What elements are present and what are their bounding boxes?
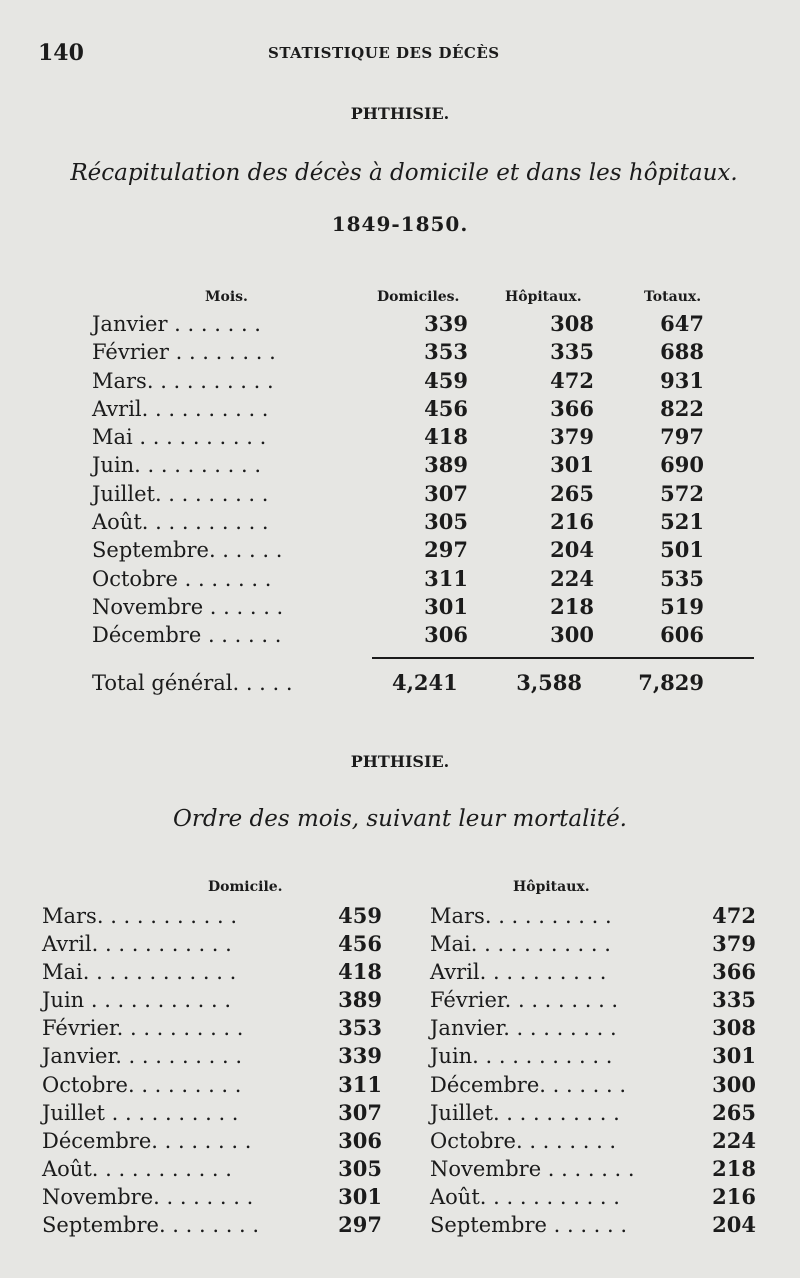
death-count: 306 [338, 1127, 382, 1153]
totaux-value: 688 [660, 339, 704, 365]
death-count: 366 [712, 959, 756, 985]
list-item [430, 1183, 756, 1211]
section1-heading: PHTHISIE. [350, 104, 450, 123]
running-title: STATISTIQUE DES DÉCÈS [268, 44, 500, 62]
domiciles-value: 297 [424, 537, 468, 563]
month-label: Février. . . . . . . . . [430, 988, 619, 1013]
domiciles-value: 459 [424, 367, 468, 393]
totaux-value: 647 [660, 311, 704, 336]
month-label: Mai. . . . . . . . . . . . [42, 960, 237, 985]
order-domicile-list [42, 902, 382, 1239]
month-label: Septembre. . . . . . . . [42, 1213, 260, 1238]
month-label: Mars. . . . . . . . . . [430, 904, 612, 928]
domiciles-value: 305 [424, 509, 468, 535]
month-label: Juillet . . . . . . . . . . [42, 1100, 239, 1125]
month-label: Août. . . . . . . . . . . [42, 1156, 232, 1181]
list-item [42, 1155, 382, 1183]
month-label: Octobre . . . . . . . [92, 566, 272, 591]
domiciles-value: 353 [424, 339, 468, 365]
totaux-value: 606 [660, 622, 704, 648]
domiciles-value: 306 [424, 622, 468, 648]
table-row [92, 367, 712, 395]
month-label: Avril. . . . . . . . . . [92, 396, 269, 421]
month-label: Avril. . . . . . . . . . . [42, 932, 232, 957]
totaux-value: 535 [660, 565, 704, 591]
month-label: Septembre . . . . . . [430, 1213, 628, 1238]
month-label: Octobre. . . . . . . . . [42, 1072, 242, 1097]
list-item [430, 1099, 756, 1127]
table-row [92, 395, 712, 423]
section1-subtitle: Récapitulation des décès à domicile et dans les hôpitaux. [70, 160, 738, 186]
month-label: Septembre. . . . . . [92, 538, 283, 563]
hopitaux-value: 308 [550, 311, 594, 336]
list-item [430, 1127, 756, 1155]
total-domiciles: 4,241 [392, 670, 458, 695]
month-label: Août. . . . . . . . . . [92, 510, 269, 535]
list-item [430, 930, 756, 958]
month-label: Octobre. . . . . . . . [430, 1128, 617, 1153]
death-count: 353 [338, 1015, 382, 1041]
table-row [92, 310, 712, 338]
death-count: 335 [712, 987, 756, 1013]
domiciles-value: 311 [424, 565, 468, 591]
section2-heading: PHTHISIE. [350, 752, 450, 771]
domiciles-value: 301 [424, 593, 468, 619]
month-label: Mai . . . . . . . . . . [92, 425, 267, 450]
table-row [92, 451, 712, 479]
death-count: 301 [338, 1183, 382, 1209]
month-label: Mai. . . . . . . . . . . [430, 932, 611, 957]
death-count: 204 [712, 1212, 756, 1238]
death-count: 418 [338, 959, 382, 985]
list-item [430, 1014, 756, 1042]
section1-years: 1849-1850. [331, 212, 469, 236]
death-count: 305 [338, 1155, 382, 1181]
month-label: Janvier. . . . . . . . . . [42, 1044, 243, 1069]
column-header-hopitaux: Hôpitaux. [505, 289, 582, 305]
death-count: 459 [338, 903, 382, 928]
month-label: Août. . . . . . . . . . . [430, 1184, 620, 1209]
column-header-mois: Mois. [205, 289, 248, 305]
hopitaux-value: 472 [550, 367, 594, 393]
order-hopitaux-list [430, 902, 756, 1239]
month-label: Décembre. . . . . . . . [42, 1128, 252, 1153]
totaux-value: 797 [660, 424, 704, 450]
column-header-domiciles: Domiciles. [377, 289, 460, 305]
list-item [430, 958, 756, 986]
totaux-value: 519 [660, 593, 704, 619]
total-totaux: 7,829 [638, 670, 704, 695]
death-count: 472 [712, 903, 756, 928]
totaux-value: 931 [660, 367, 704, 393]
month-label: Février . . . . . . . . [92, 340, 276, 365]
month-label: Juin . . . . . . . . . . . [42, 988, 232, 1013]
list-item [42, 902, 382, 930]
hopitaux-value: 379 [550, 424, 594, 450]
death-count: 311 [338, 1071, 382, 1097]
table-row [92, 480, 712, 508]
hopitaux-header: Hôpitaux. [513, 879, 590, 895]
death-count: 379 [712, 931, 756, 957]
list-item [42, 1071, 382, 1099]
month-label: Juin. . . . . . . . . . [92, 453, 262, 478]
totaux-value: 521 [660, 509, 704, 535]
list-item [42, 1014, 382, 1042]
table-row [92, 565, 712, 593]
totaux-value: 501 [660, 537, 704, 563]
month-label: Janvier. . . . . . . . . [430, 1016, 617, 1041]
month-label: Novembre . . . . . . . [430, 1156, 635, 1181]
death-count: 339 [338, 1043, 382, 1069]
death-count: 307 [338, 1099, 382, 1125]
list-item [42, 958, 382, 986]
list-item [42, 1183, 382, 1211]
domiciles-value: 307 [424, 480, 468, 506]
table-row [92, 536, 712, 564]
table-row [92, 593, 712, 621]
hopitaux-value: 265 [550, 480, 594, 506]
totaux-value: 572 [660, 480, 704, 506]
table-row [92, 621, 712, 649]
death-count: 265 [712, 1099, 756, 1125]
total-label: Total général. . . . . [92, 671, 293, 695]
month-label: Février. . . . . . . . . . [42, 1016, 244, 1041]
death-count: 308 [712, 1015, 756, 1041]
column-header-totaux: Totaux. [644, 289, 702, 305]
list-item [430, 902, 756, 930]
total-row [92, 668, 712, 698]
death-count: 216 [712, 1183, 756, 1209]
death-count: 456 [338, 931, 382, 957]
death-count: 300 [712, 1071, 756, 1097]
list-item [430, 1211, 756, 1239]
month-label: Juillet. . . . . . . . . [92, 481, 269, 506]
list-item [430, 1071, 756, 1099]
list-item [430, 1042, 756, 1070]
list-item [42, 1127, 382, 1155]
totaux-value: 822 [660, 395, 704, 421]
list-item [42, 1042, 382, 1070]
total-hopitaux: 3,588 [516, 670, 582, 695]
section2-subtitle: Ordre des mois, suivant leur mortalité. [173, 806, 627, 832]
month-label: Mars. . . . . . . . . . . [42, 904, 238, 928]
month-label: Décembre . . . . . . [92, 623, 282, 648]
hopitaux-value: 335 [550, 339, 594, 365]
month-label: Mars. . . . . . . . . . [92, 368, 274, 393]
month-label: Novembre . . . . . . [92, 594, 284, 619]
hopitaux-value: 218 [550, 593, 594, 619]
hopitaux-value: 300 [550, 622, 594, 648]
hopitaux-value: 204 [550, 537, 594, 563]
total-rule [372, 657, 754, 659]
list-item [42, 1099, 382, 1127]
death-count: 297 [338, 1212, 382, 1238]
table-row [92, 423, 712, 451]
death-count: 218 [712, 1155, 756, 1181]
domiciles-value: 339 [424, 311, 468, 336]
domiciles-value: 418 [424, 424, 468, 450]
month-label: Janvier . . . . . . . [92, 312, 261, 336]
hopitaux-value: 366 [550, 395, 594, 421]
month-label: Avril. . . . . . . . . . [430, 960, 607, 985]
page-number: 140 [38, 40, 84, 66]
hopitaux-value: 301 [550, 452, 594, 478]
totaux-value: 690 [660, 452, 704, 478]
month-label: Juin. . . . . . . . . . . [430, 1044, 613, 1069]
list-item [430, 986, 756, 1014]
domicile-header: Domicile. [208, 879, 283, 895]
table-row [92, 338, 712, 366]
death-count: 301 [712, 1043, 756, 1069]
month-label: Novembre. . . . . . . . [42, 1184, 254, 1209]
recap-table [92, 310, 712, 650]
month-label: Juillet. . . . . . . . . . [430, 1100, 620, 1125]
list-item [42, 1211, 382, 1239]
list-item [42, 930, 382, 958]
list-item [430, 1155, 756, 1183]
month-label: Décembre. . . . . . . [430, 1072, 627, 1097]
death-count: 224 [712, 1127, 756, 1153]
hopitaux-value: 224 [550, 565, 594, 591]
death-count: 389 [338, 987, 382, 1013]
list-item [42, 986, 382, 1014]
hopitaux-value: 216 [550, 509, 594, 535]
domiciles-value: 456 [424, 395, 468, 421]
domiciles-value: 389 [424, 452, 468, 478]
table-row [92, 508, 712, 536]
